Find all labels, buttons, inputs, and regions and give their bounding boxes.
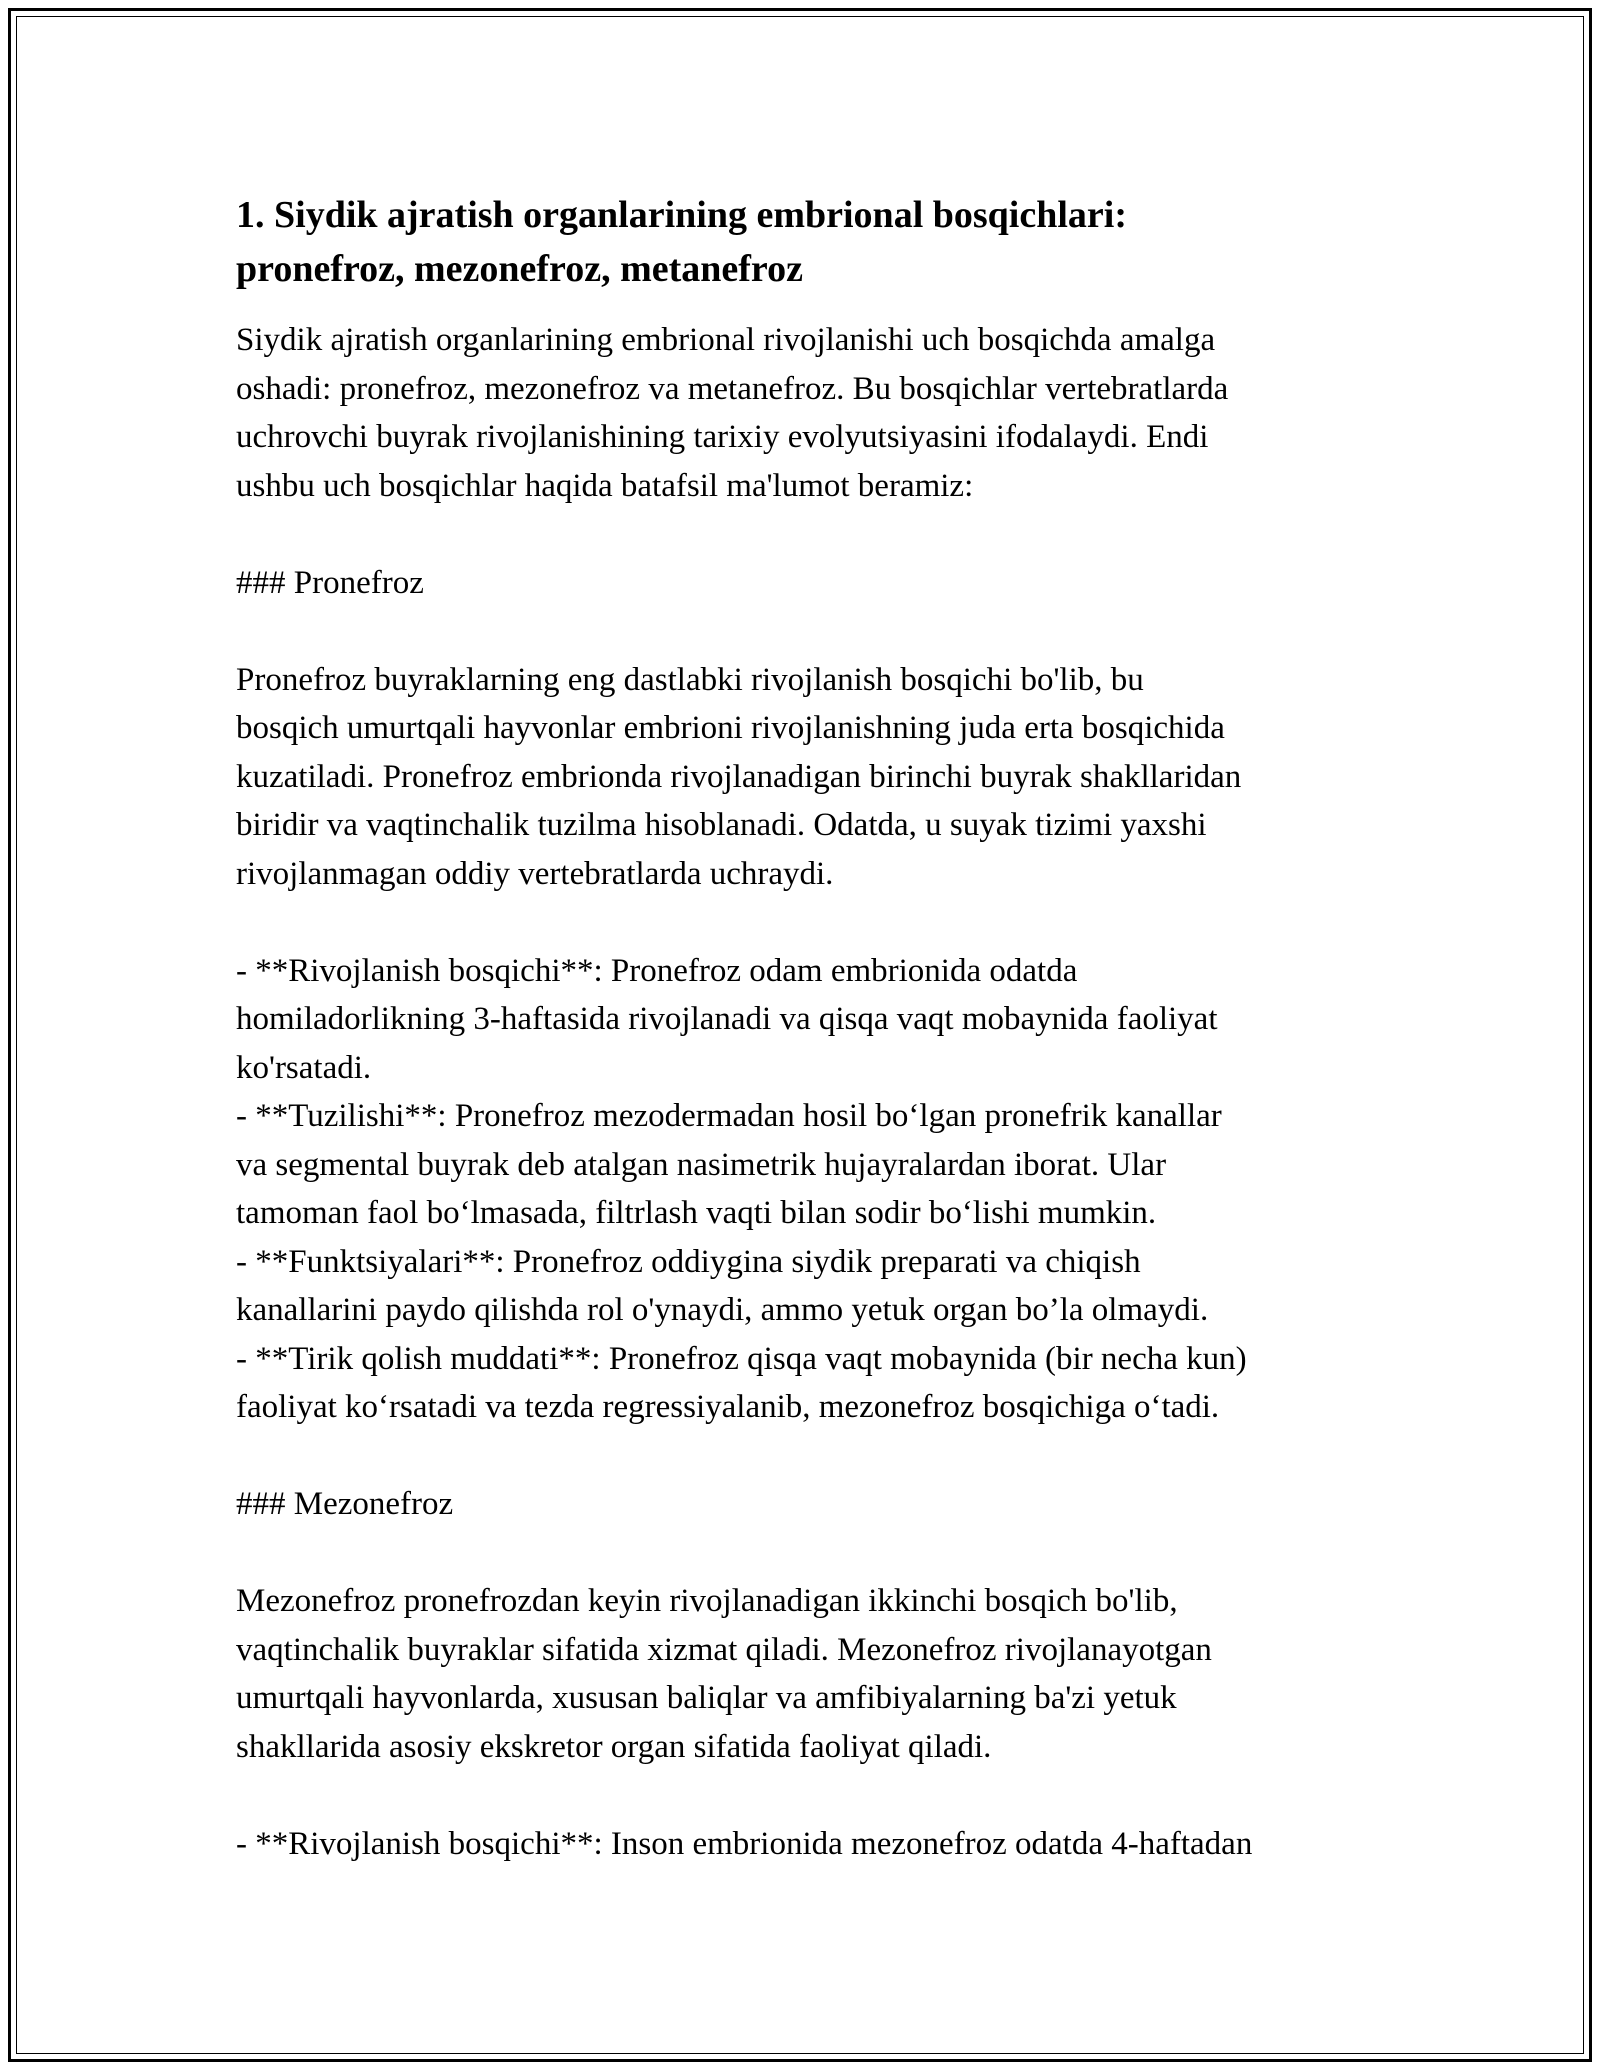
text-line: kuzatiladi. Pronefroz embrionda rivojlanadigan birinchi buyrak shakllaridan (236, 758, 1242, 795)
list-line: - **Tirik qolish muddati**: Pronefroz qisqa vaqt mobaynida (bir necha kun) (236, 1340, 1247, 1377)
text-line: uchrovchi buyrak rivojlanishining tarixiy evolyutsiyasini ifodalaydi. Endi (236, 419, 1209, 455)
list-line: va segmental buyrak deb atalgan nasimetrik hujayralardan iborat. Ular (236, 1146, 1167, 1183)
blank-line (236, 510, 1376, 559)
text-line: vaqtinchalik buyraklar sifatida xizmat qiladi. Mezonefroz rivojlanayotgan (236, 1631, 1212, 1668)
text-line: shakllarida asosiy ekskretor organ sifatida faoliyat qiladi. (236, 1728, 992, 1765)
document-title (236, 188, 1376, 296)
list-line: - **Funktsiyalari**: Pronefroz oddiygina siydik preparati va chiqish (236, 1243, 1141, 1280)
text-line: biridir va vaqtinchalik tuzilma hisoblanadi. Odatda, u suyak tizimi yaxshi (236, 807, 1207, 843)
list-line: homiladorlikning 3-haftasida rivojlanadi va qisqa vaqt mobaynida faoliyat (236, 1001, 1218, 1037)
mezonefroz-list (236, 1820, 1376, 1869)
blank-line (236, 1432, 1376, 1481)
list-line: kanallarini paydo qilishda rol o'ynaydi, ammo yetuk organ bo’la olmaydi. (236, 1292, 1209, 1328)
mezonefroz-paragraph (236, 1577, 1376, 1771)
text-line: Mezonefroz pronefrozdan keyin rivojlanadigan ikkinchi bosqich bo'lib, (236, 1583, 1178, 1619)
intro-paragraph (236, 316, 1376, 510)
list-line: - **Rivojlanish bosqichi**: Pronefroz odam embrionida odatda (236, 952, 1078, 989)
blank-line (236, 1529, 1376, 1578)
text-line: bosqich umurtqali hayvonlar embrioni rivojlanishning juda erta bosqichida (236, 710, 1225, 746)
list-line: faoliyat ko‘rsatadi va tezda regressiyalanib, mezonefroz bosqichiga o‘tadi. (236, 1389, 1220, 1425)
text-line: rivojlanmagan oddiy vertebratlarda uchraydi. (236, 855, 834, 892)
list-line: ko'rsatadi. (236, 1049, 372, 1086)
title-line-2: pronefroz, mezonefroz, metanefroz (236, 248, 803, 290)
list-line: - **Rivojlanish bosqichi**: Inson embrionida mezonefroz odatda 4-haftadan (236, 1825, 1253, 1862)
blank-line (236, 1771, 1376, 1820)
text-line: Pronefroz buyraklarning eng dastlabki rivojlanish bosqichi bo'lib, bu (236, 661, 1144, 698)
list-line: - **Tuzilishi**: Pronefroz mezodermadan hosil bo‘lgan pronefrik kanallar (236, 1098, 1222, 1134)
list-line: tamoman faol bo‘lmasada, filtrlash vaqti bilan sodir bo‘lishi mumkin. (236, 1195, 1157, 1231)
pronefroz-paragraph (236, 656, 1376, 899)
blank-line (236, 898, 1376, 947)
blank-line (236, 607, 1376, 656)
heading-mezonefroz: ### Mezonefroz (236, 1486, 454, 1522)
title-line-1: 1. Siydik ajratish organlarining embrional bosqichlari: (236, 194, 1127, 236)
document-body (236, 188, 1376, 1868)
text-line: Siydik ajratish organlarining embrional rivojlanishi uch bosqichda amalga (236, 322, 1216, 358)
pronefroz-list (236, 947, 1376, 1432)
text-line: umurtqali hayvonlarda, xususan baliqlar va amfibiyalarning ba'zi yetuk (236, 1680, 1177, 1716)
text-line: oshadi: pronefroz, mezonefroz va metanefroz. Bu bosqichlar vertebratlarda (236, 370, 1229, 407)
text-line: ushbu uch bosqichlar haqida batafsil ma'lumot beramiz: (236, 467, 974, 504)
heading-pronefroz: ### Pronefroz (236, 564, 424, 601)
